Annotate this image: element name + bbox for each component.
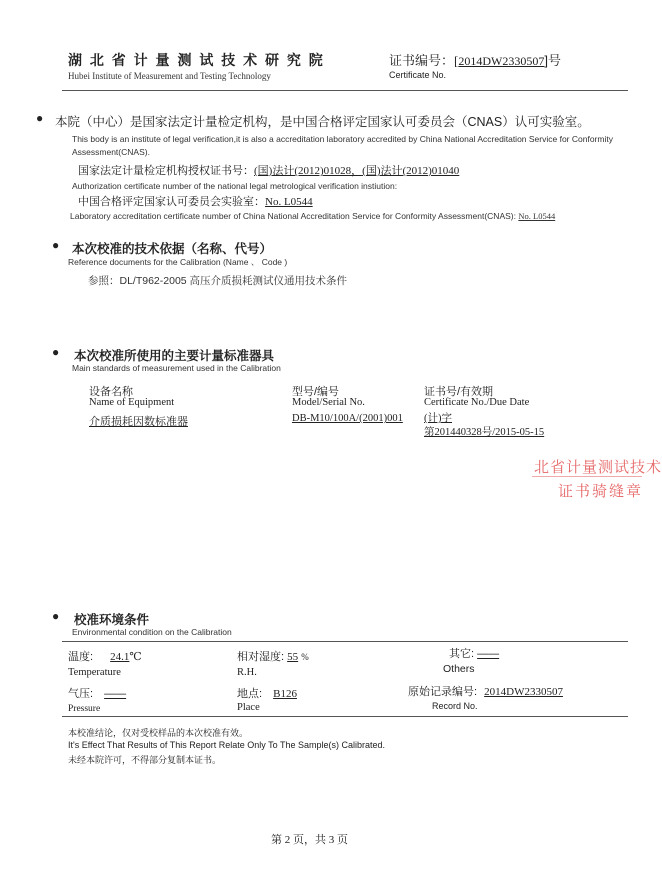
equipment-cert-line1: (计)字 [424,413,452,424]
humidity-field [237,648,309,664]
env-title-en: Environmental condition on the Calibration [72,627,232,637]
org-name-cn: 湖 北 省 计 量 测 试 技 术 研 究 院 [68,52,325,68]
col-header-name-cn: 设备名称 [89,386,133,398]
col-header-cert-en: Certificate No./Due Date [424,397,530,408]
basis-title-en: Reference documents for the Calibration (Name 、 Code ) [68,257,288,267]
note-line2: It's Effect That Results of This Report Relate Only To The Sample(s) Calibrated. [68,740,386,750]
col-header-model-en: Model/Serial No. [292,397,365,408]
header-divider [62,90,628,91]
cnas-value-en: No. L0544 [518,211,556,221]
col-header-cert-cn: 证书号/有效期 [424,386,494,398]
stamp-text-line2: 证书骑缝章 [558,483,644,500]
org-name-en: Hubei Institute of Measurement and Testing Technology [68,71,271,81]
stamp-divider [532,476,642,477]
place-label: 地点: [237,688,263,700]
cert-close: ]号 [544,53,561,68]
standards-title-cn: 本次校准所使用的主要计量标准器具 [74,349,275,363]
rh-label: 相对湿度: [237,651,285,663]
cnas-line [78,193,313,209]
seal-stamp [520,452,662,512]
temp-value: 24.1 [110,651,130,663]
record-label-en: Record No. [432,701,478,711]
record-label: 原始记录编号: [408,686,478,698]
intro-statement-cn: 本院（中心）是国家法定计量检定机构，是中国合格评定国家认可委员会（CNAS）认可实验室。 [55,115,590,129]
pressure-label-en: Pressure [68,704,101,714]
pressure-label: 气压: [68,688,94,700]
page-number: 第 2 页，共 3 页 [271,834,348,846]
certificate-number [389,50,561,69]
stamp-text-line1: 北省计量测试技术 [534,459,662,476]
cnas-value: No. L0544 [265,196,313,208]
others-field [449,645,499,661]
env-bottom-divider [62,716,628,717]
place-label-en: Place [237,702,260,713]
record-field [408,683,563,699]
auth-label-en: Authorization certificate number of the national legal metrological verification instiution: [72,181,398,191]
note-line1: 本校准结论，仅对受校样品的本次校准有效。 [68,728,249,738]
equipment-model: DB-M10/100A/(2001)001 [292,413,403,424]
other-label: 其它: [449,648,475,660]
cert-label-en: Certificate No. [389,70,447,80]
bullet-icon: ● [52,238,60,252]
standards-title-en: Main standards of measurement used in the Calibration [72,363,281,373]
bullet-icon: ● [52,345,60,359]
env-title-cn: 校准环境条件 [74,613,150,627]
note-line3: 未经本院许可，不得部分复制本证书。 [68,755,222,765]
intro-statement-en-2: Assessment(CNAS). [72,147,150,157]
basis-title-cn: 本次校准的技术依据（名称、代号） [72,242,273,256]
equipment-cert-line2: 第201440328号/2015-05-15 [424,427,545,438]
cert-label-cn: 证书编号： [389,53,455,68]
cnas-label-cn: 中国合格评定国家认可委员会实验室： [78,196,265,208]
intro-statement-en-1: This body is an institute of legal verification,it is also a accreditation laboratory accredited by China National Accreditation Service for Conformity [72,134,613,144]
auth-label-cn: 国家法定计量检定机构授权证书号： [78,165,254,177]
other-value: —— [477,648,500,660]
pressure-field [68,685,126,701]
temp-label: 温度: [68,651,94,663]
place-field [237,685,297,701]
bullet-icon: ● [36,111,44,125]
col-header-name-en: Name of Equipment [89,397,175,408]
env-top-divider [62,641,628,642]
rh-label-en: R.H. [237,667,257,678]
rh-unit: % [301,652,309,662]
temp-label-en: Temperature [68,667,121,678]
basis-value: 参照：DL/T962-2005 高压介质损耗测试仪通用技术条件 [88,275,348,287]
cert-number-value: 2014DW2330507 [458,54,545,68]
cert-open: [ [454,53,459,68]
auth-value: (国)法计(2012)01028，(国)法计(2012)01040 [254,165,460,177]
place-value: B126 [273,688,297,700]
rh-value: 55 [287,651,299,663]
col-header-model-cn: 型号/编号 [292,386,340,398]
equipment-name: 介质损耗因数标准器 [89,416,188,428]
cnas-line-en [70,211,555,221]
record-value: 2014DW2330507 [484,686,563,698]
cnas-label-en: Laboratory accreditation certificate number of China National Accreditation Service for Conformity Assessment(CNAS): [70,211,516,221]
temperature-field [68,648,142,664]
bullet-icon: ● [52,609,60,623]
other-label-en: Others [443,663,475,675]
pressure-value: —— [104,688,127,700]
auth-cert-line [78,162,459,178]
temp-unit: ℃ [129,651,142,663]
